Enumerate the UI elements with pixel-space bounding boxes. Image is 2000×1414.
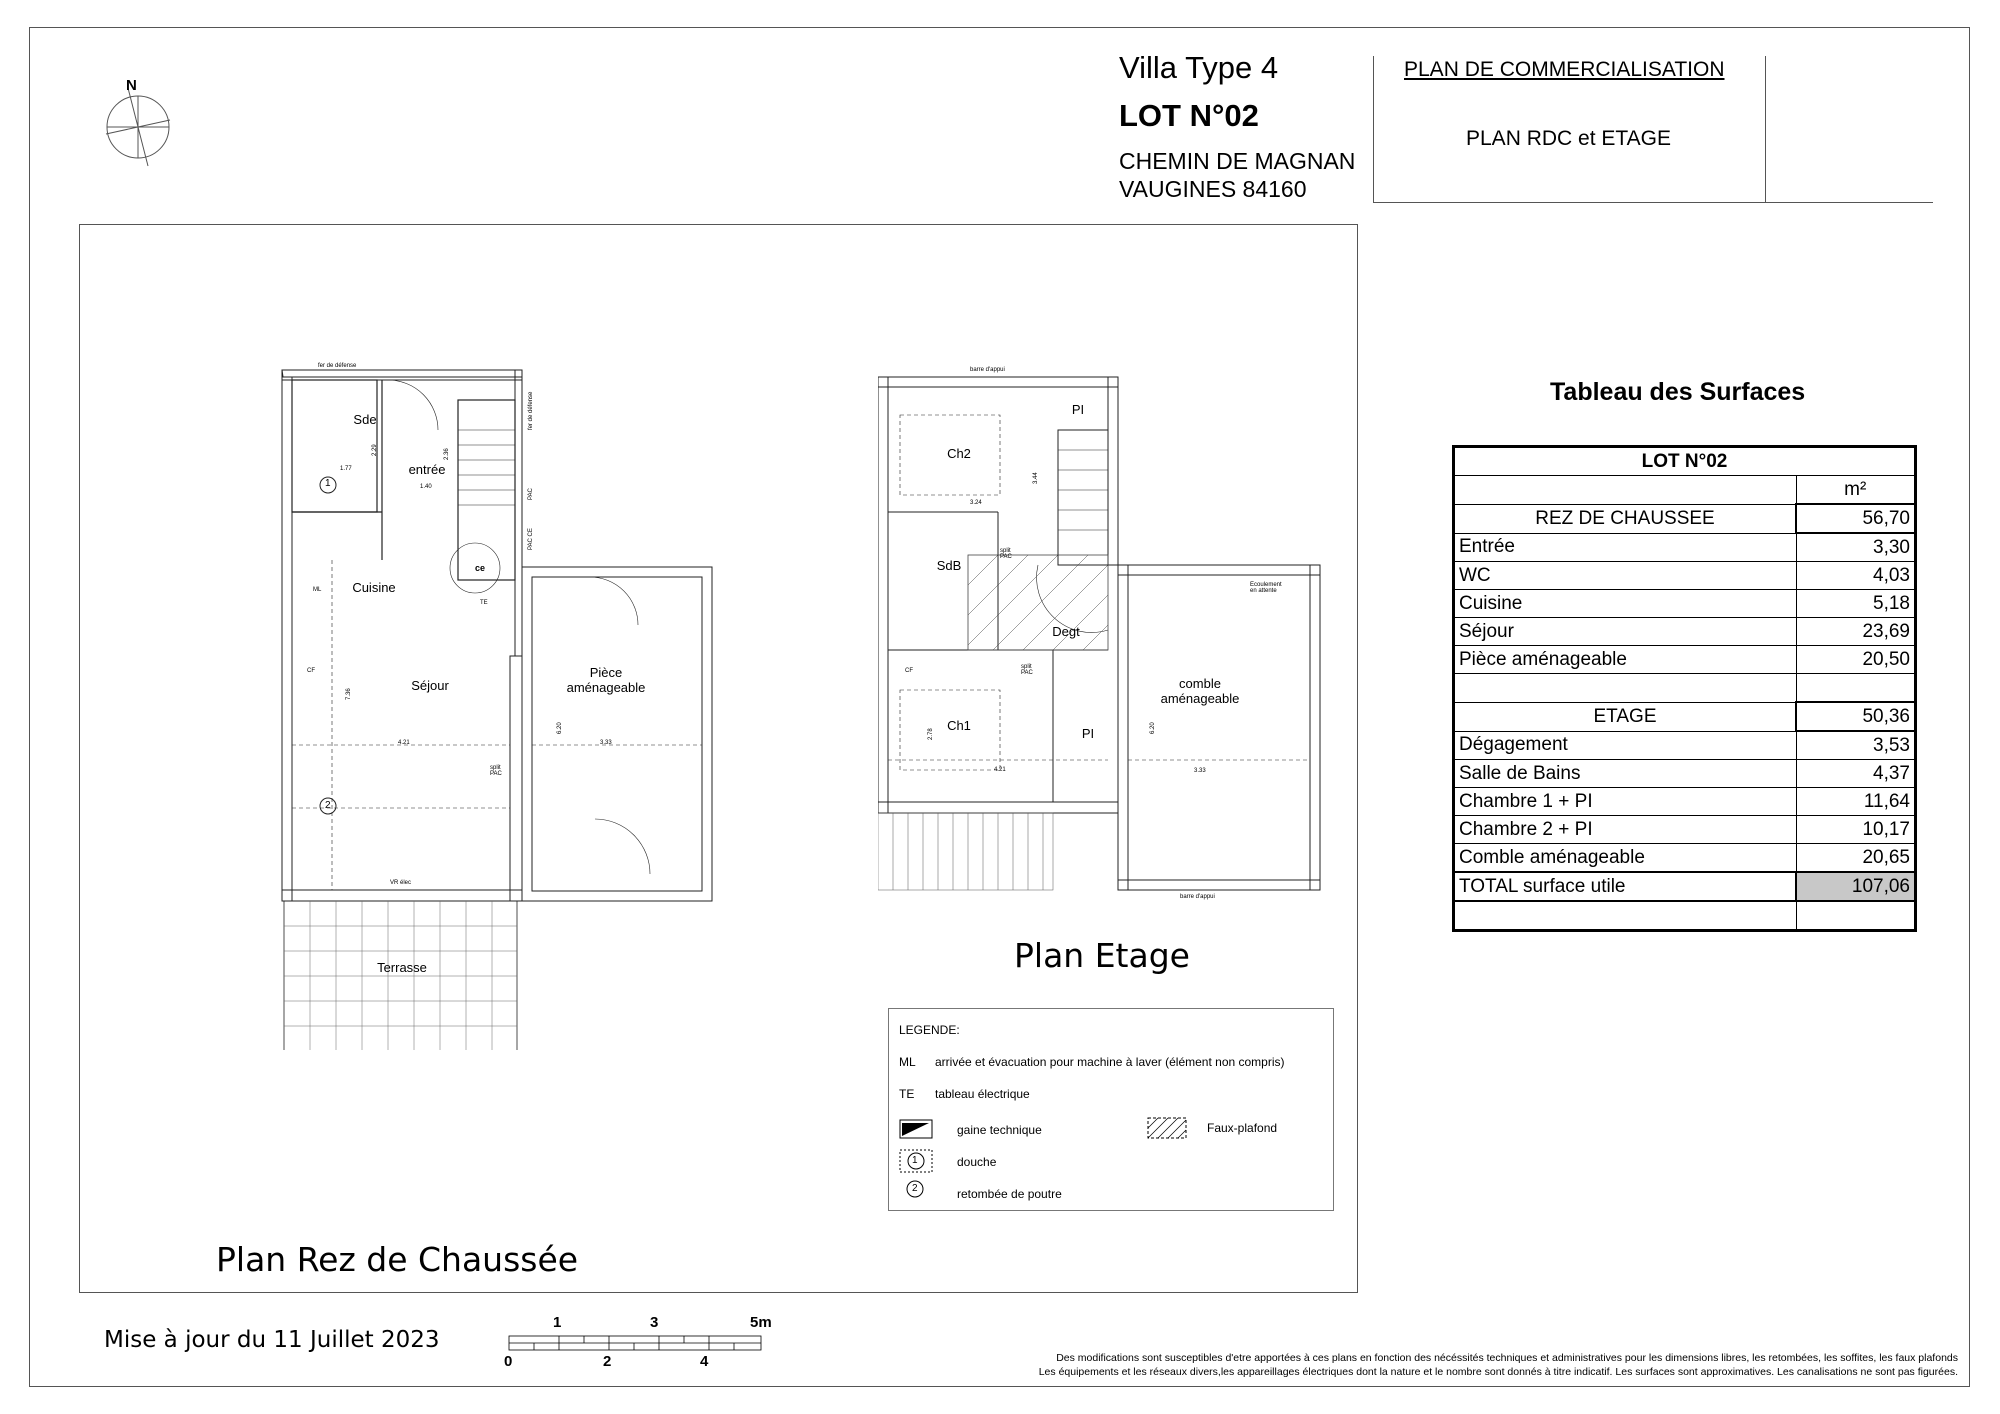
table-row: Dégagement 3,53 — [1454, 731, 1916, 760]
legend-poutre: retombée de poutre — [957, 1187, 1062, 1201]
legend-poutre-num: 2 — [912, 1183, 918, 1194]
scale-bottom-4: 4 — [700, 1353, 709, 1370]
table-row: Entrée 3,30 — [1454, 533, 1916, 562]
surfaces-table — [1452, 445, 1917, 932]
villa-type: Villa Type 4 — [1119, 50, 1279, 85]
barre-bottom: barre d'appui — [1180, 894, 1215, 900]
room-ch2: Ch2 — [947, 446, 971, 461]
vr-label: VR élec — [390, 880, 412, 886]
scale-bar — [508, 1330, 768, 1360]
barre-top: barre d'appui — [970, 367, 1005, 373]
dim-333: 3.33 — [600, 740, 612, 746]
update-date: Mise à jour du 11 Juillet 2023 — [104, 1327, 440, 1353]
dim-620: 6.20 — [557, 722, 563, 734]
split-pac-1: split PAC — [1000, 548, 1012, 560]
address-line2: VAUGINES 84160 — [1119, 176, 1307, 202]
fer2-label: fer de défense — [528, 391, 534, 430]
header-divider — [1373, 56, 1374, 203]
dim-278: 2.78 — [928, 728, 934, 740]
table-row: Salle de Bains 4,37 — [1454, 760, 1916, 788]
upper-plan-title: Plan Etage — [1014, 936, 1190, 975]
dim-736: 7.36 — [346, 688, 352, 700]
dim-229: 2.29 — [372, 444, 378, 456]
table-row: WC 4,03 — [1454, 562, 1916, 590]
surfaces-title: Tableau des Surfaces — [1550, 378, 1806, 406]
table-row: Cuisine 5,18 — [1454, 590, 1916, 618]
table-row-empty — [1454, 901, 1916, 931]
pac-label: PAC — [528, 488, 534, 500]
header-divider — [1765, 56, 1766, 203]
room-piece: Pièce aménageable — [566, 665, 646, 695]
etage-total: 50,36 — [1796, 702, 1916, 731]
table-row: Séjour 23,69 — [1454, 618, 1916, 646]
table-row: Chambre 1 + PI 11,64 — [1454, 788, 1916, 816]
plan-subtitle: PLAN RDC et ETAGE — [1466, 127, 1671, 150]
scale-top-1: 1 — [553, 1314, 562, 1331]
dim-344: 3.44 — [1033, 472, 1039, 484]
room-terrasse: Terrasse — [377, 960, 427, 975]
ground-plan-title: Plan Rez de Chaussée — [216, 1240, 579, 1279]
poutre-number: 2 — [325, 800, 331, 811]
legend-faux: Faux-plafond — [1207, 1121, 1278, 1135]
total-value: 107,06 — [1796, 872, 1916, 901]
room-cuisine: Cuisine — [352, 580, 396, 595]
legend-douche: douche — [957, 1155, 997, 1169]
scale-bottom-2: 2 — [603, 1353, 612, 1370]
footer-note — [758, 1351, 1958, 1379]
faux-plafond-icon — [1147, 1117, 1187, 1139]
dim-620-up: 6.20 — [1150, 722, 1156, 734]
lot-number: LOT N°02 — [1119, 98, 1259, 133]
split-pac-2: split PAC — [1021, 664, 1033, 676]
dim-324: 3.24 — [970, 500, 982, 506]
scale-top-5m: 5m — [750, 1314, 772, 1331]
plan-title: PLAN DE COMMERCIALISATION — [1404, 58, 1725, 81]
table-row-empty — [1454, 674, 1916, 703]
douche-number: 1 — [325, 478, 331, 489]
cf-label: CF — [307, 668, 315, 674]
header-underline — [1373, 202, 1933, 203]
legend-te-text: tableau électrique — [935, 1087, 1030, 1101]
ml-label: ML — [313, 587, 322, 593]
pac-ce-label: PAC CE — [528, 528, 534, 550]
ground-floor-plan — [270, 360, 720, 1050]
north-arrow-icon — [98, 72, 178, 168]
ecoulement-label: Ecoulement en attente — [1250, 582, 1282, 594]
room-comble: comble aménageable — [1160, 676, 1240, 706]
te-label: TE — [480, 600, 488, 606]
rdc-label: REZ DE CHAUSSEE — [1454, 504, 1797, 533]
legend-gaine: gaine technique — [957, 1123, 1042, 1137]
room-pi-top: PI — [1071, 402, 1085, 417]
dim-236: 2.36 — [444, 448, 450, 460]
room-sde: Sde — [353, 412, 377, 427]
dim-333-up: 3.33 — [1194, 768, 1206, 774]
ce-label: ce — [475, 563, 486, 573]
footer-note-line2: Les équipements et les réseaux divers,les appareillages électriques dont la nature et le nombre sont donnés à titre indicatif. Les surfaces sont approximatives. Les canalisations ne sont pas figurées. — [1038, 1366, 1958, 1378]
dim-140: 1.40 — [420, 484, 432, 490]
total-label: TOTAL surface utile — [1454, 872, 1797, 901]
legend-ml-text: arrivée et évacuation pour machine à laver (élément non compris) — [935, 1055, 1285, 1069]
north-label: N — [126, 77, 137, 94]
gaine-technique-icon — [899, 1119, 933, 1139]
table-row: Comble aménageable 20,65 — [1454, 844, 1916, 873]
room-ch1: Ch1 — [947, 718, 971, 733]
legend-ml-code: ML — [899, 1055, 916, 1069]
scale-top-3: 3 — [650, 1314, 659, 1331]
cf-up-label: CF — [905, 668, 913, 674]
legend-title: LEGENDE: — [899, 1023, 960, 1037]
dim-421: 4.21 — [398, 740, 410, 746]
address-line1: CHEMIN DE MAGNAN — [1119, 148, 1356, 174]
table-unit: m² — [1796, 476, 1916, 505]
dim-177: 1.77 — [340, 466, 352, 472]
split-pac: split PAC — [490, 765, 502, 777]
legend-box — [888, 1008, 1334, 1211]
room-pi-bottom: PI — [1081, 726, 1095, 741]
table-row: Pièce aménageable 20,50 — [1454, 646, 1916, 674]
fer-label: fer de défense — [318, 363, 357, 369]
table-row: Chambre 2 + PI 10,17 — [1454, 816, 1916, 844]
upper-floor-plan — [878, 360, 1328, 910]
dim-421-up: 4.21 — [994, 767, 1006, 773]
rdc-total: 56,70 — [1796, 504, 1916, 533]
legend-douche-num: 1 — [912, 1155, 918, 1166]
room-entree: entrée — [408, 462, 446, 477]
room-sejour: Séjour — [411, 678, 449, 693]
room-degt: Degt — [1052, 624, 1080, 639]
room-sdb: SdB — [936, 558, 962, 573]
legend-te-code: TE — [899, 1087, 915, 1101]
etage-label: ETAGE — [1454, 702, 1797, 731]
footer-note-line1: Des modifications sont susceptibles d'etre apportées à ces plans en fonction des nécéssités techniques et administratives pour les dimensions libres, les retombées, les soffites, les faux plafonds — [1056, 1352, 1958, 1364]
scale-bottom-0: 0 — [504, 1353, 513, 1370]
table-lot: LOT N°02 — [1454, 447, 1916, 476]
